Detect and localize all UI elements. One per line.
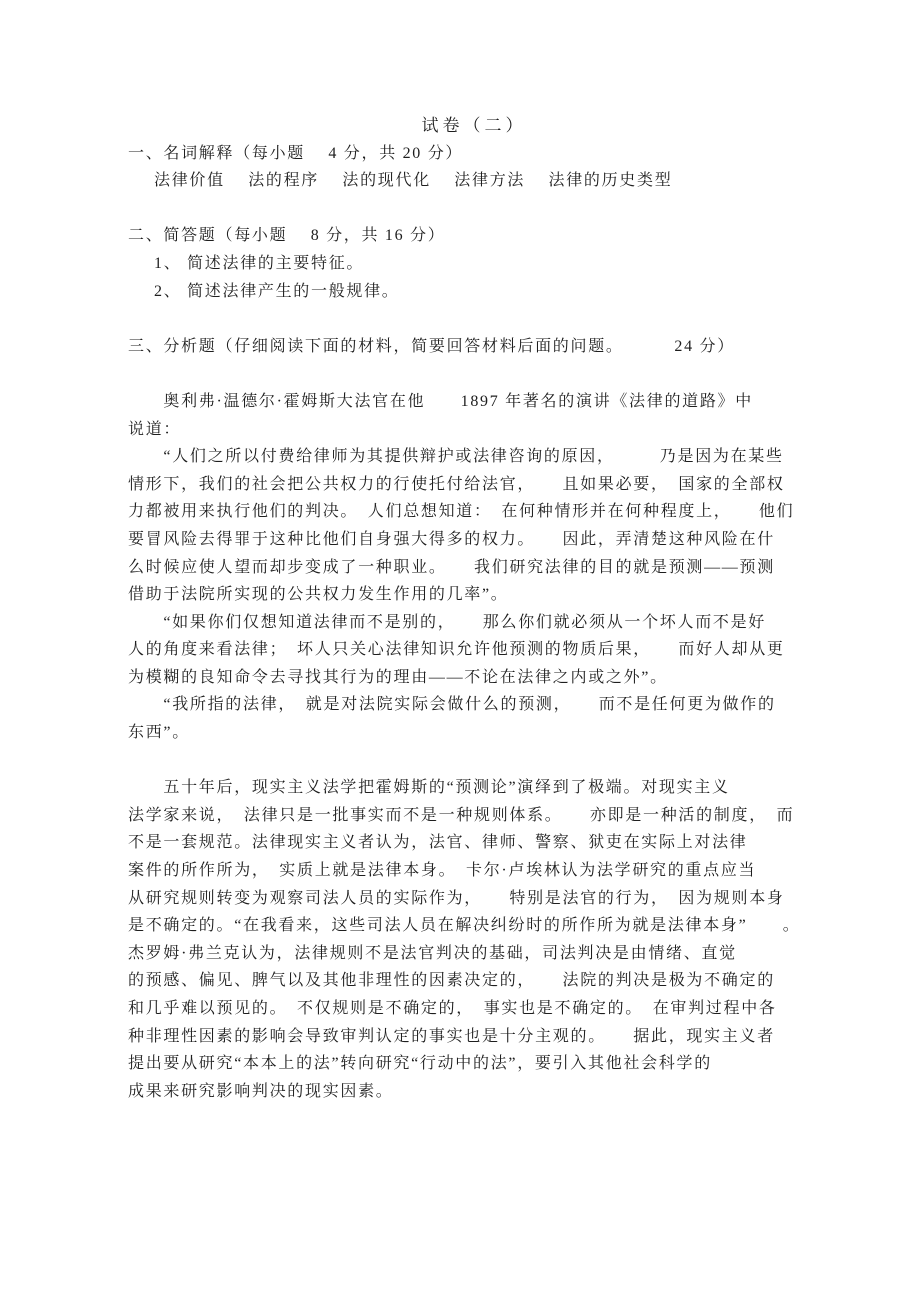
section2-item-2: 2、 简述法律产生的一般规律。 (154, 282, 400, 300)
spacer-line (128, 305, 844, 333)
material-line: 不是一套规范。法律现实主义者认为，法官、律师、警察、狱吏在实际上对法律 (128, 834, 748, 852)
section2-heading: 二、简答题（每小题 8 分，共 16 分） (128, 227, 446, 245)
material-line: 是不确定的。“在我看来，这些司法人员在解决纠纷时的所作所为就是法律本身” 。 (128, 917, 801, 935)
material-line: 提出要从研究“本本上的法”转向研究“行动中的法”，要引入其他社会科学的 (128, 1055, 712, 1073)
material-line: 杰罗姆·弗兰克认为，法律规则不是法官判决的基础，司法判决是由情绪、直觉 (128, 944, 737, 962)
section3-heading: 三、分析题（仔细阅读下面的材料，简要回答材料后面的问题。 24 分） (128, 337, 735, 355)
page-title: 试卷（二） (421, 116, 527, 135)
material-line: 么时候应使人望而却步变成了一种职业。 我们研究法律的目的就是预测——预测 (128, 558, 775, 576)
spacer-line (128, 360, 844, 388)
material-line: 情形下，我们的社会把公共权力的行使托付给法官， 且如果必要， 国家的全部权 (128, 475, 785, 493)
material-line: 人的角度来看法律； 坏人只关心法律知识允许他预测的物质后果， 而好人却从更 (128, 641, 785, 659)
material-line: 案件的所作所为， 实质上就是法律本身。 卡尔·卢埃林认为法学研究的重点应当 (128, 862, 757, 880)
material-line: 和几乎难以预见的。 不仅规则是不确定的， 事实也是不确定的。 在审判过程中各 (128, 1000, 777, 1017)
material-line: 力都被用来执行他们的判决。 人们总想知道： 在何种情形并在何种程度上， 他们 (128, 503, 795, 521)
material-line: 借助于法院所实现的公共权力发生作用的几率”。 (128, 586, 509, 604)
material-line: 五十年后，现实主义法学把霍姆斯的“预测论”演绎到了极端。对现实主义 (128, 779, 730, 797)
section3-material (128, 388, 844, 1105)
material-line: 为模糊的良知命令去寻找其行为的理由——不论在法律之内或之外”。 (128, 668, 668, 686)
document-body (128, 112, 844, 1105)
material-line: 的预感、偏见、脾气以及其他非理性的因素决定的， 法院的判决是极为不确定的 (128, 972, 775, 990)
material-line: 从研究规则转变为观察司法人员的实际作为， 特别是法官的行为， 因为规则本身 (128, 889, 785, 907)
material-line: 东西”。 (128, 724, 190, 742)
material-line: “我所指的法律， 就是对法院实际会做什么的预测， 而不是任何更为做作的 (128, 696, 776, 714)
section2-item-1: 1、 简述法律的主要特征。 (154, 254, 365, 272)
spacer-line (128, 747, 844, 775)
material-line: 说道： (128, 420, 182, 438)
spacer-line (128, 195, 844, 223)
material-line: “人们之所以付费给律师为其提供辩护或法律咨询的原因， 乃是因为在某些 (128, 448, 784, 466)
material-line: “如果你们仅想知道法律而不是别的， 那么你们就必须从一个坏人而不是好 (128, 613, 767, 631)
material-line: 要冒风险去得罪于这种比他们自身强大得多的权力。 因此，弄清楚这种风险在什 (128, 530, 775, 548)
section1-terms: 法律价值 法的程序 法的现代化 法律方法 法律的历史类型 (154, 172, 673, 190)
section1-heading: 一、名词解释（每小题 4 分，共 20 分） (128, 144, 464, 162)
material-line: 法学家来说， 法律只是一批事实而不是一种规则体系。 亦即是一种活的制度， 而 (128, 806, 795, 824)
material-line: 成果来研究影响判决的现实因素。 (128, 1082, 394, 1100)
material-line: 奥利弗·温德尔·霍姆斯大法官在他 1897 年著名的演讲《法律的道路》中 (128, 392, 753, 410)
material-line: 种非理性因素的影响会导致审判认定的事实也是十分主观的。 据此，现实主义者 (128, 1027, 775, 1045)
